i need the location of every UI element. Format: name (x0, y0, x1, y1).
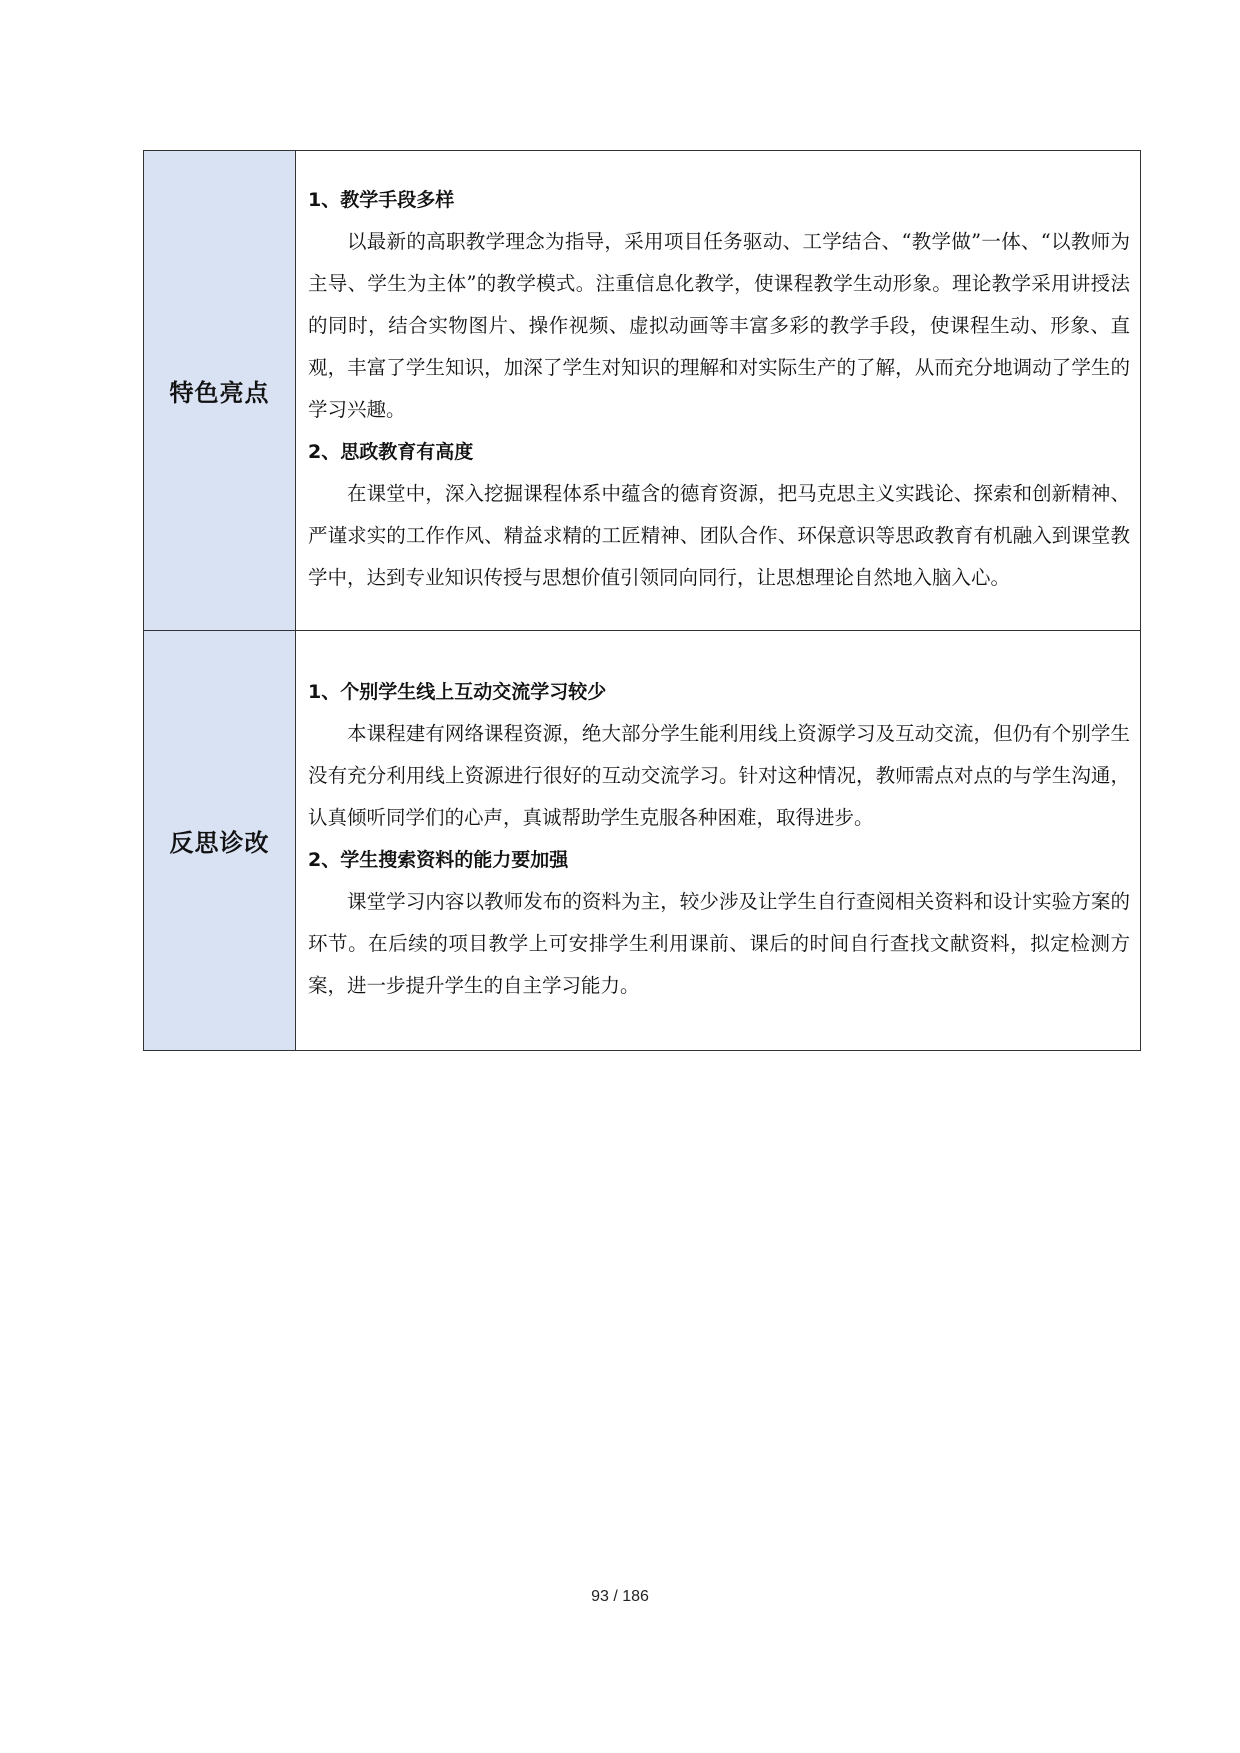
row-content-reflection (296, 631, 1141, 1051)
section-heading: 2、学生搜索资料的能力要加强 (308, 848, 569, 871)
section-heading: 1、个别学生线上互动交流学习较少 (308, 680, 607, 703)
row-label-reflection: 反思诊改 (144, 631, 296, 1051)
section-paragraph: 本课程建有网络课程资源，绝大部分学生能利用线上资源学习及互动交流，但仍有个别学生没有充分利用线上资源进行很好的互动交流学习。针对这种情况，教师需点对点的与学生沟通，认真倾听同学们的心声，真诚帮助学生克服各种困难，取得进步。 (308, 721, 1130, 829)
table-row-highlights (144, 151, 1141, 631)
section-heading: 1、教学手段多样 (308, 188, 455, 211)
section-paragraph: 课堂学习内容以教师发布的资料为主，较少涉及让学生自行查阅相关资料和设计实验方案的环节。在后续的项目教学上可安排学生利用课前、课后的时间自行查找文献资料，拟定检测方案，进一步提升学生的自主学习能力。 (308, 889, 1130, 997)
row-content-highlights (296, 151, 1141, 631)
page-number: 93 / 186 (591, 1588, 649, 1605)
content-table (143, 150, 1141, 1051)
section-paragraph: 以最新的高职教学理念为指导，采用项目任务驱动、工学结合、“教学做”一体、“以教师为主导、学生为主体”的教学模式。注重信息化教学，使课程教学生动形象。理论教学采用讲授法的同时，结合实物图片、操作视频、虚拟动画等丰富多彩的教学手段，使课程生动、形象、直观，丰富了学生知识，加深了学生对知识的理解和对实际生产的了解，从而充分地调动了学生的学习兴趣。 (308, 229, 1130, 421)
section-paragraph: 在课堂中，深入挖掘课程体系中蕴含的德育资源，把马克思主义实践论、探索和创新精神、严谨求实的工作作风、精益求精的工匠精神、团队合作、环保意识等思政教育有机融入到课堂教学中，达到专业知识传授与思想价值引领同向同行，让思想理论自然地入脑入心。 (308, 481, 1130, 589)
section-heading: 2、思政教育有高度 (308, 440, 474, 463)
row-label-highlights: 特色亮点 (144, 151, 296, 631)
table-row-reflection (144, 631, 1141, 1051)
